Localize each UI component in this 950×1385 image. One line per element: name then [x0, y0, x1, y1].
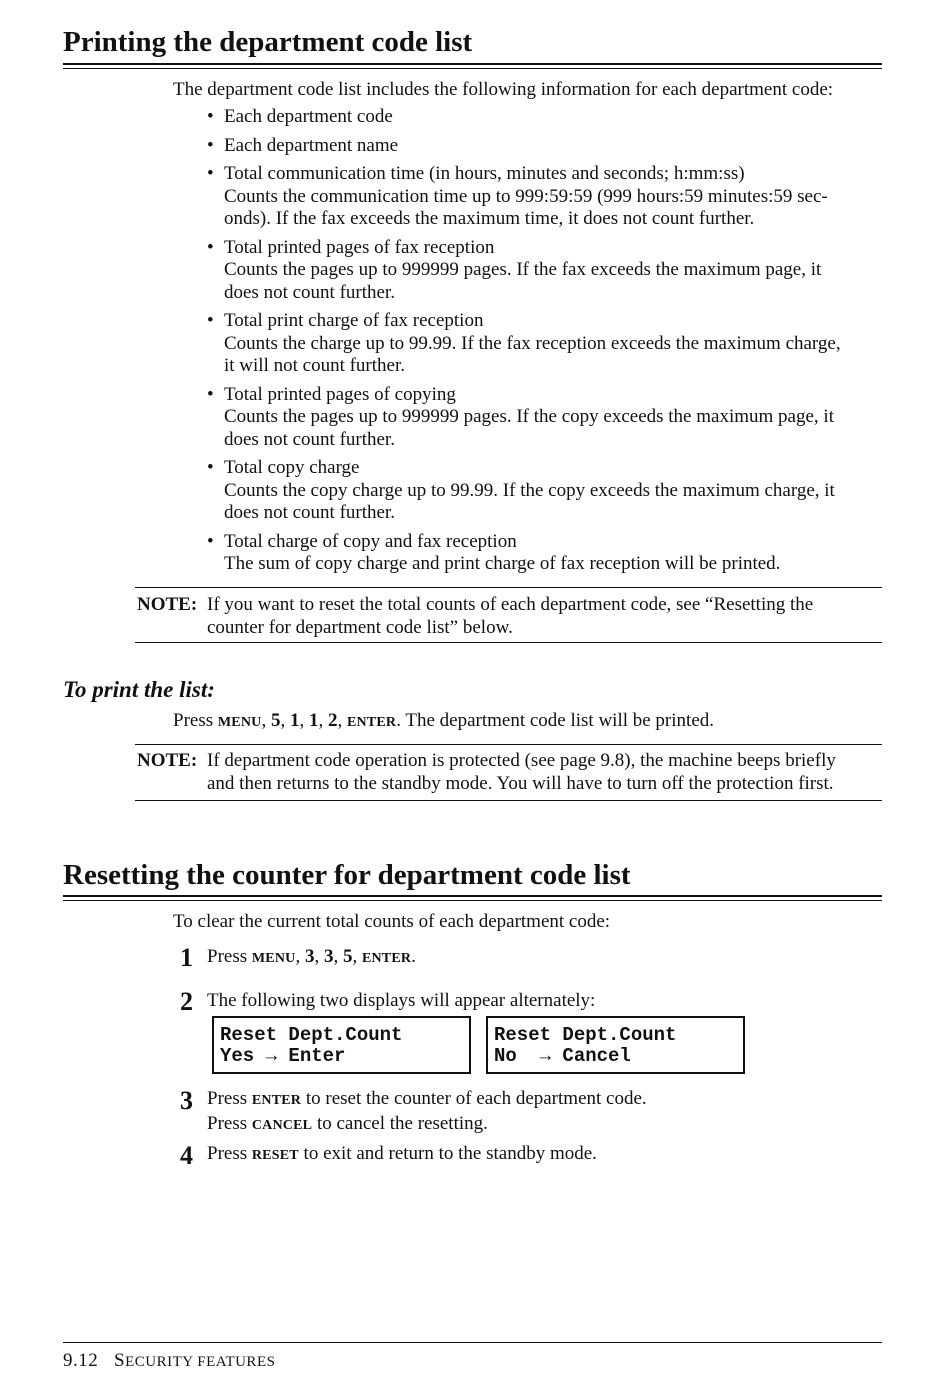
- key-reset: RESET: [251, 1148, 299, 1163]
- note-rule-top: [135, 744, 882, 745]
- list-item: • Total print charge of fax reception Counts the charge up to 99.99. If the fax reception exceeds the maximum charge, it will not count further.: [207, 310, 877, 378]
- press-instruction: Press MENU, 5, 1, 1, 2, ENTER. The department code list will be printed.: [173, 710, 715, 731]
- key-1: 1: [289, 710, 300, 731]
- step-number: 1: [180, 943, 193, 972]
- lcd-display-yes: Reset Dept.Count Yes → Enter: [212, 1016, 471, 1074]
- list-item: • Total copy charge Counts the copy charge up to 99.99. If the copy exceeds the maximum charge, it does not count further.: [207, 457, 877, 525]
- list-item: • Total printed pages of fax reception Counts the pages up to 999999 pages. If the fax exceeds the maximum page, it does not count further.: [207, 237, 877, 305]
- note-rule-bottom: [135, 642, 882, 643]
- note-rule-bottom: [135, 800, 882, 801]
- key-menu: MENU: [217, 715, 262, 730]
- note-rule-top: [135, 587, 882, 588]
- key-1: 1: [308, 710, 319, 731]
- section-title-resetting: Resetting the counter for department code list: [63, 859, 631, 891]
- key-enter: ENTER: [251, 1093, 302, 1108]
- key-enter: ENTER: [346, 715, 397, 730]
- footer-section: S: [114, 1350, 126, 1371]
- list-item: • Each department name: [207, 135, 877, 158]
- title-rule: [63, 895, 882, 901]
- key-cancel: CANCEL: [251, 1118, 313, 1133]
- note-label: NOTE:: [137, 750, 198, 771]
- list-item: • Each department code: [207, 106, 877, 129]
- note-text: If department code operation is protected (see page 9.8), the machine beeps briefly and then returns to the standby mode. You will have to turn off the protection first.: [207, 750, 836, 794]
- page-footer: 9.12 SECURITY FEATURES: [63, 1350, 276, 1371]
- key-3: 3: [304, 946, 315, 967]
- key-5: 5: [270, 710, 281, 731]
- section-title-printing: Printing the department code list: [63, 26, 473, 58]
- key-5: 5: [342, 946, 353, 967]
- step-text: The following two displays will appear alternately:: [207, 990, 596, 1011]
- key-2: 2: [327, 710, 338, 731]
- lcd-display-no: Reset Dept.Count No → Cancel: [486, 1016, 745, 1074]
- key-menu: MENU: [251, 951, 296, 966]
- note-label: NOTE:: [137, 594, 198, 615]
- intro-text: The department code list includes the following information for each department code:: [173, 79, 834, 100]
- subheading-to-print: To print the list:: [63, 677, 215, 702]
- note-text: If you want to reset the total counts of each department code, see “Resetting the counter for department code list” below.: [207, 594, 814, 638]
- step-text: Press ENTER to reset the counter of each department code. Press CANCEL to cancel the resetting.: [207, 1088, 647, 1134]
- step-number: 4: [180, 1141, 193, 1170]
- list-item: • Total charge of copy and fax reception The sum of copy charge and print charge of fax reception will be printed.: [207, 531, 877, 576]
- step-text: Press MENU, 3, 3, 5, ENTER.: [207, 946, 416, 967]
- step-number: 2: [180, 987, 193, 1016]
- key-3: 3: [323, 946, 334, 967]
- info-list: [207, 106, 877, 582]
- step-number: 3: [180, 1086, 193, 1115]
- footer-rule: [63, 1342, 882, 1343]
- list-item: • Total communication time (in hours, minutes and seconds; h:mm:ss) Counts the communication time up to 999:59:59 (999 hours:59 minutes:59 sec- onds). If the fax exceeds the maximum time, it does not count further.: [207, 163, 877, 231]
- page-number: 9.12: [63, 1350, 99, 1371]
- title-rule: [63, 63, 882, 69]
- intro-text: To clear the current total counts of each department code:: [173, 911, 611, 932]
- step-text: Press RESET to exit and return to the standby mode.: [207, 1143, 597, 1164]
- key-enter: ENTER: [361, 951, 412, 966]
- list-item: • Total printed pages of copying Counts the pages up to 999999 pages. If the copy exceeds the maximum page, it does not count further.: [207, 384, 877, 452]
